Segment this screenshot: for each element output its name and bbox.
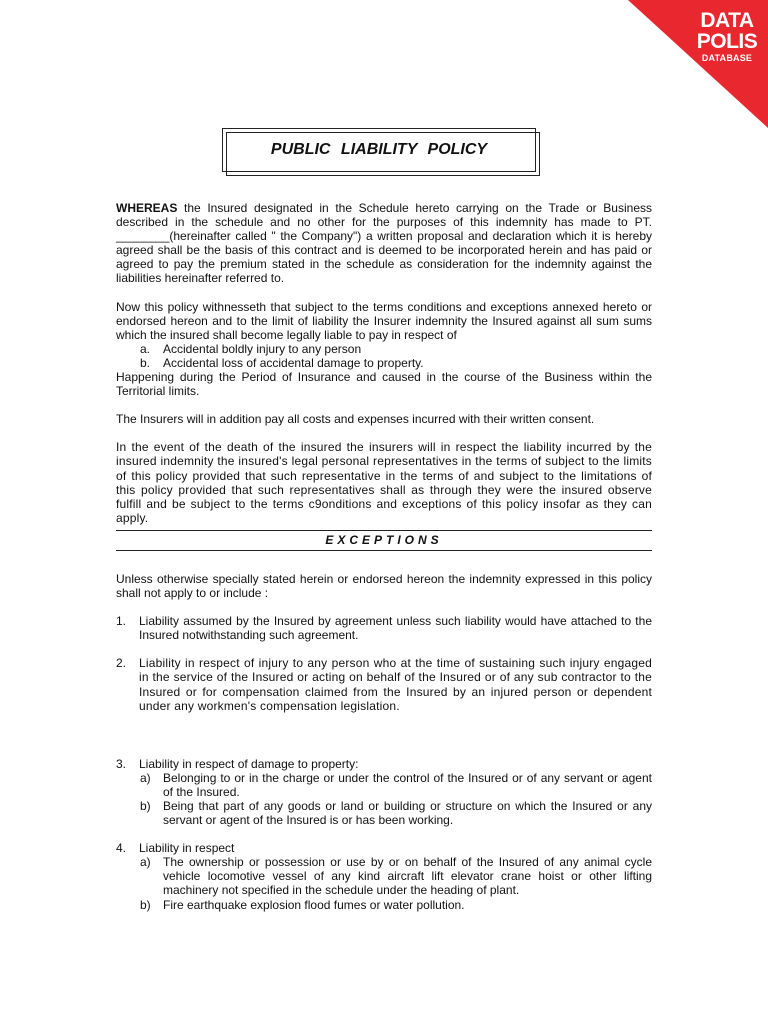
- witness-paragraph: Now this policy withnesseth that subject to the terms conditions and exceptions annexed hereto or endorsed hereon and to the limit of liability the Insurer indemnity the Insured against all sum sums which the insured shall become legally liable to pay in respect of: [116, 299, 652, 342]
- policy-document: [116, 201, 652, 912]
- witness-item-letter: a.: [140, 341, 151, 356]
- exception-subitem: [116, 799, 652, 827]
- logo-corner: [628, 0, 768, 128]
- logo-line2: POLIS: [696, 30, 758, 53]
- exceptions-heading: EXCEPTIONS: [116, 530, 652, 551]
- exception-subitem-text: The ownership or possession or use by or on behalf of the Insured of any animal cycle vehicle locomotive vessel of any kind aircraft lift elevator crane hoist or other lifting machinery not specified in the schedule under the heading of plant.: [163, 855, 652, 898]
- logo-line3: DATABASE: [701, 53, 753, 63]
- exception-subitem-text: Fire earthquake explosion flood fumes or water pollution.: [163, 897, 465, 912]
- exception-subitem-text: Belonging to or in the charge or under the control of the Insured or of any servant or agent of the Insured.: [163, 770, 652, 799]
- exception-item: [116, 656, 652, 712]
- exception-number: 4.: [116, 841, 127, 856]
- exception-number: 1.: [116, 614, 127, 629]
- title-box: [222, 128, 536, 172]
- exception-number: 3.: [116, 756, 127, 771]
- exception-text: Liability in respect of injury to any person who at the time of sustaining such injury engaged in the service of the Insured or acting on behalf of the Insured or of any sub contractor to the Insured or for compensation claimed from the Insured by an injured person or dependent under any workmen's compensation legislation.: [139, 656, 652, 713]
- exception-subitem-letter: b): [140, 799, 151, 813]
- witness-item-text: Accidental boldly injury to any person: [163, 341, 362, 356]
- preamble-lead: WHEREAS: [116, 201, 178, 215]
- preamble-text: the Insured designated in the Schedule hereto carrying on the Trade or Business described in the schedule and no other for the purposes of this indemnity has made to PT. ________(hereinafter called " the Company") a written proposal and declaration which it is hereby agreed shall be the basis of this contract and is deemed to be incorporated herein and has paid or agreed to pay the premium stated in the schedule as consideration for the indemnity against the liabilities hereinafter referred to.: [116, 201, 652, 286]
- exception-item: [116, 841, 652, 855]
- logo-line1: DATA: [700, 9, 754, 32]
- page-title: PUBLIC LIABILITY POLICY: [270, 141, 488, 158]
- exception-subitem: [116, 898, 652, 912]
- witness-item: [116, 356, 652, 370]
- exception-subitem: [116, 771, 652, 799]
- exception-item: [116, 614, 652, 642]
- exception-item: [116, 757, 652, 771]
- witness-item-letter: b.: [140, 355, 151, 370]
- preamble-paragraph: [116, 201, 652, 286]
- witness-closing: Happening during the Period of Insurance and caused in the course of the Business within the Territorial limits.: [116, 370, 652, 399]
- exception-subitem-letter: a): [140, 855, 151, 870]
- exception-subitem-text: Being that part of any goods or land or building or structure on which the Insured or any servant or agent of the Insured is or has been working.: [163, 799, 652, 828]
- datapolis-logo: [692, 10, 762, 63]
- exception-subitem: [116, 855, 652, 897]
- witness-item-text: Accidental loss of accidental damage to property.: [163, 355, 424, 370]
- exceptions-intro: Unless otherwise specially stated herein or endorsed hereon the indemnity expressed in this policy shall not apply to or include :: [116, 571, 652, 601]
- exception-subitem-letter: b): [140, 897, 151, 912]
- witness-item: [116, 342, 652, 356]
- death-paragraph: In the event of the death of the insured the insurers will in respect the liability incurred by the insured indemnity the insured's legal personal representatives in the terms of subject to the limits of this policy provided that such representative in the terms of and subject to the limitations of this policy provided that such representatives shall as through they were the insured observe fulfill and be subject to the terms c9onditions and exceptions of this policy insofar as they can apply.: [116, 440, 652, 525]
- exception-number: 2.: [116, 656, 127, 671]
- exception-subitem-letter: a): [140, 770, 151, 785]
- costs-paragraph: The Insurers will in addition pay all costs and expenses incurred with their written consent.: [116, 412, 595, 427]
- exception-text: Liability in respect of damage to property:: [139, 756, 359, 771]
- exception-text: Liability assumed by the Insured by agreement unless such liability would have attached to the Insured notwithstanding such agreement.: [139, 614, 652, 643]
- exception-text: Liability in respect: [139, 841, 235, 856]
